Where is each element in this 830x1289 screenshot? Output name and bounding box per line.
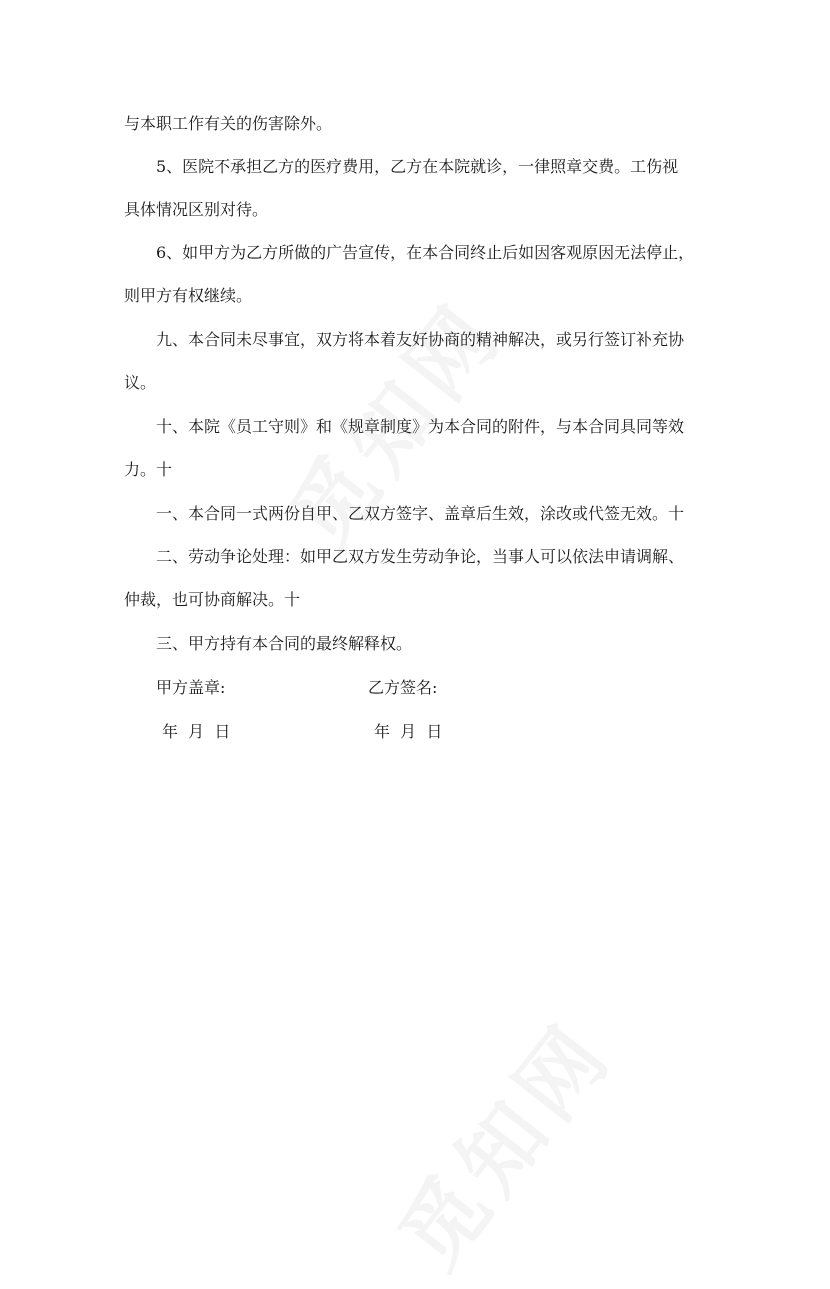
paragraph-line: 与本职工作有关的伤害除外。: [124, 114, 333, 133]
party-a-seal-label: 甲方盖章:: [156, 678, 226, 697]
paragraph-line: 九、本合同未尽事宜，双方将本着友好协商的精神解决，或另行签订补充协: [156, 330, 685, 349]
paragraph-line: 具体情况区别对待。: [124, 200, 269, 219]
paragraph-line: 仲裁，也可协商解决。十: [124, 590, 301, 609]
paragraph-line: 则甲方有权继续。: [124, 286, 253, 305]
paragraph-line: 6、如甲方为乙方所做的广告宣传，在本合同终止后如因客观原因无法停止，: [156, 243, 695, 262]
paragraph-line: 5、医院不承担乙方的医疗费用，乙方在本院就诊，一律照章交费。工伤视: [156, 157, 679, 176]
party-b-date: 年 月 日: [374, 722, 443, 741]
party-b-signature-label: 乙方签名:: [368, 678, 438, 697]
party-a-date: 年 月 日: [162, 722, 231, 741]
paragraph-line: 十、本院《员工守则》和《规章制度》为本合同的附件，与本合同具同等效: [156, 417, 685, 436]
paragraph-line: 三、甲方持有本合同的最终解释权。: [156, 634, 413, 653]
paragraph-line: 力。十: [124, 460, 173, 479]
watermark: [367, 992, 636, 1289]
paragraph-line: 二、劳动争论处理：如甲乙双方发生劳动争论，当事人可以依法申请调解、: [156, 547, 685, 566]
paragraph-line: 议。: [124, 373, 157, 392]
paragraph-line: 一、本合同一式两份自甲、乙双方签字、盖章后生效，涂改或代签无效。十: [156, 504, 685, 523]
